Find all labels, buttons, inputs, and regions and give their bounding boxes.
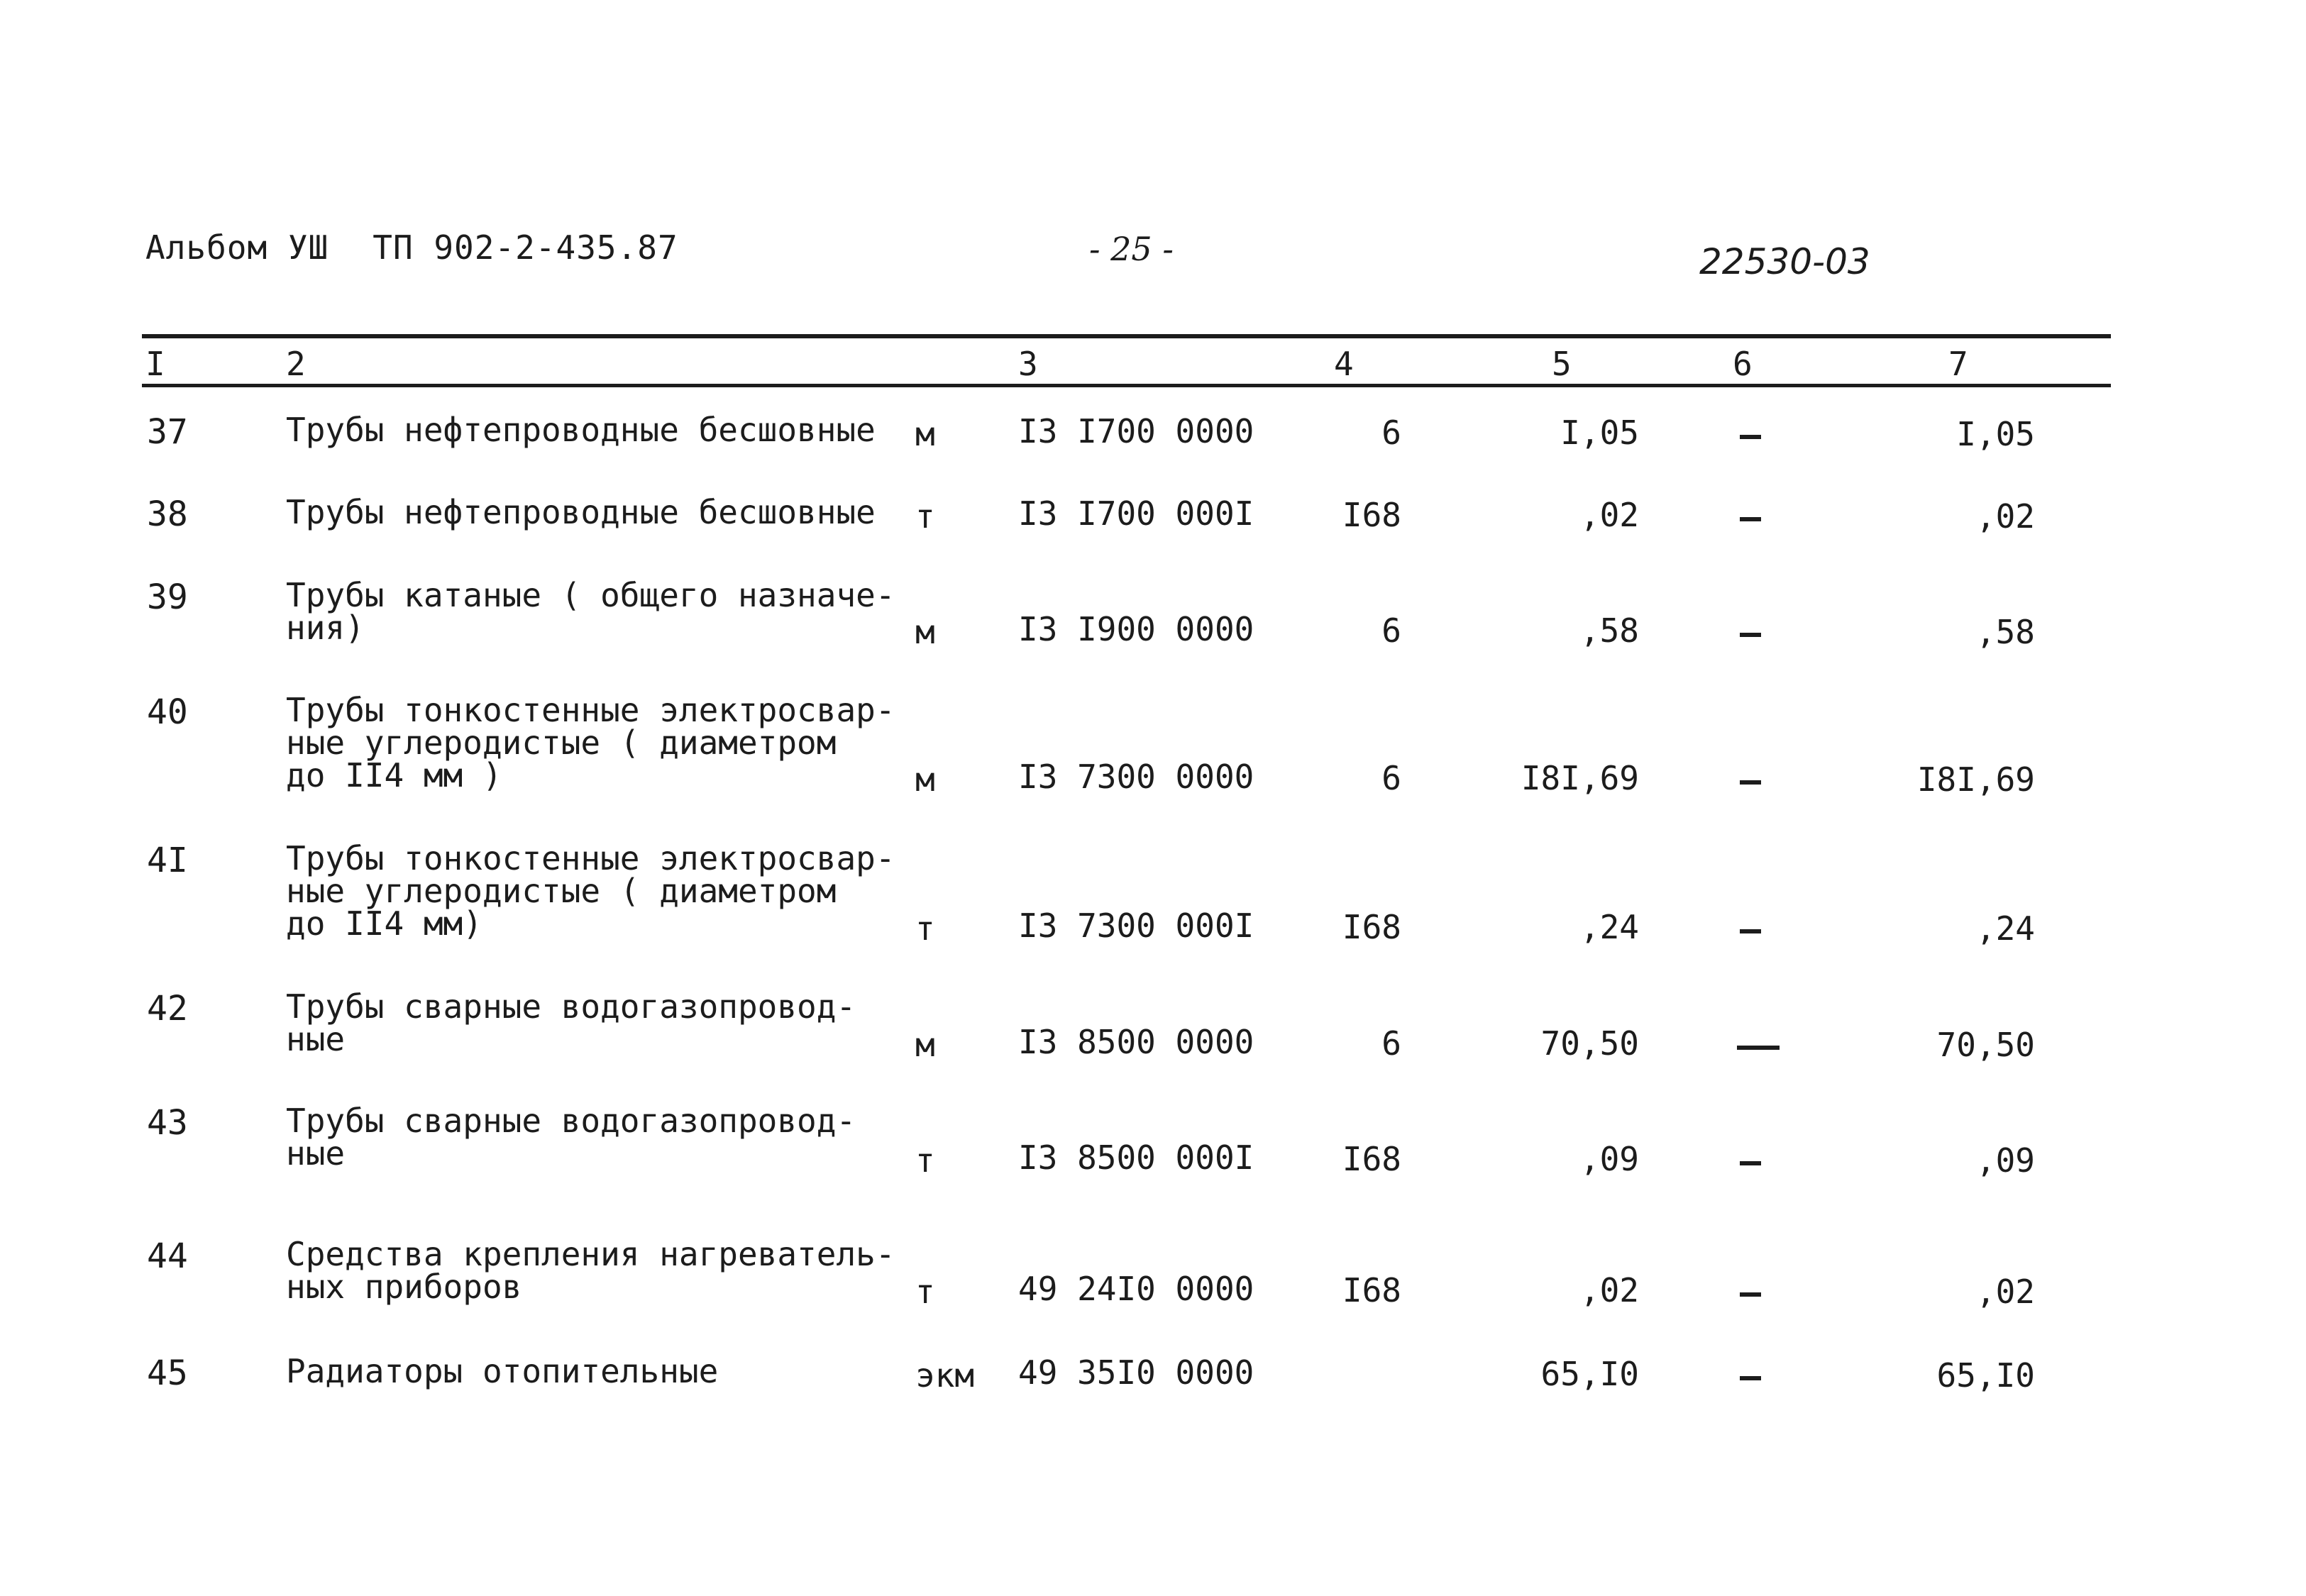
product-code: 49 24I0 0000 xyxy=(1018,1270,1254,1308)
unit-of-measure: экм xyxy=(915,1356,975,1395)
row-number: 44 xyxy=(147,1236,188,1276)
product-code: I3 7300 0000 xyxy=(1018,758,1254,796)
column-4-value: 6 xyxy=(1381,1024,1401,1063)
column-7-value: ,09 xyxy=(1975,1141,2035,1180)
column-4-value: 6 xyxy=(1381,414,1401,452)
table-header-rule xyxy=(142,384,2111,387)
column-7-value: I,05 xyxy=(1956,415,2035,453)
column-5-value: ,02 xyxy=(1579,496,1639,534)
column-7-value: ,02 xyxy=(1975,1273,2035,1311)
row-number: 38 xyxy=(147,494,188,534)
column-header-7: 7 xyxy=(1948,345,1968,383)
row-number: 37 xyxy=(147,412,188,452)
column-6-dash xyxy=(1740,1161,1761,1165)
unit-of-measure: м xyxy=(915,1026,935,1064)
column-6-dash xyxy=(1740,517,1761,521)
column-4-value: I68 xyxy=(1342,1140,1401,1178)
header-left xyxy=(145,228,678,267)
product-code: 49 35I0 0000 xyxy=(1018,1353,1254,1392)
column-5-value: ,24 xyxy=(1579,908,1639,946)
row-number: 45 xyxy=(147,1353,188,1393)
unit-of-measure: т xyxy=(915,1141,935,1180)
item-description: Трубы тонкостенные электросвар- ные углеродистые ( диаметром до II4 мм ) xyxy=(286,691,895,794)
column-header-3: 3 xyxy=(1018,345,1038,383)
item-description: Трубы сварные водогазопровод- ные xyxy=(286,987,856,1058)
unit-of-measure: т xyxy=(915,497,935,536)
row-number: 43 xyxy=(147,1103,188,1143)
product-code: I3 8500 000I xyxy=(1018,1138,1254,1177)
column-5-value: ,09 xyxy=(1579,1140,1639,1178)
column-7-value: 65,I0 xyxy=(1936,1356,2035,1395)
item-description: Трубы нефтепроводные бесшовные xyxy=(286,493,876,531)
item-description: Трубы катаные ( общего назначе- ния) xyxy=(286,576,895,647)
page-number: - 25 - xyxy=(1089,230,1174,268)
column-7-value: ,24 xyxy=(1975,909,2035,948)
column-header-6: 6 xyxy=(1733,345,1753,383)
item-description: Радиаторы отопительные xyxy=(286,1352,719,1390)
column-7-value: ,02 xyxy=(1975,497,2035,536)
column-4-value: I68 xyxy=(1342,1271,1401,1309)
column-5-value: I,05 xyxy=(1560,414,1639,452)
unit-of-measure: м xyxy=(915,613,935,651)
column-header-5: 5 xyxy=(1552,345,1572,383)
album-label: Альбом УШ xyxy=(145,228,329,267)
column-7-value: I8I,69 xyxy=(1916,760,2035,799)
project-code: ТП 902-2-435.87 xyxy=(373,228,678,267)
column-4-value: 6 xyxy=(1381,759,1401,797)
column-5-value: ,58 xyxy=(1579,611,1639,650)
product-code: I3 I700 000I xyxy=(1018,494,1254,533)
column-6-dash xyxy=(1740,435,1761,439)
column-4-value: I68 xyxy=(1342,496,1401,534)
row-number: 39 xyxy=(147,577,188,617)
item-description: Трубы сварные водогазопровод- ные xyxy=(286,1102,856,1173)
document-number: 22530-03 xyxy=(1699,241,1870,282)
unit-of-measure: т xyxy=(915,909,935,948)
column-header-4: 4 xyxy=(1334,345,1354,383)
column-6-dash xyxy=(1740,633,1761,637)
column-6-dash xyxy=(1737,1046,1780,1050)
row-number: 42 xyxy=(147,989,188,1029)
product-code: I3 8500 0000 xyxy=(1018,1023,1254,1061)
item-description: Трубы тонкостенные электросвар- ные углеродистые ( диаметром до II4 мм) xyxy=(286,839,895,943)
product-code: I3 I900 0000 xyxy=(1018,610,1254,648)
item-description: Средства крепления нагреватель- ных приборов xyxy=(286,1235,895,1306)
product-code: I3 7300 000I xyxy=(1018,907,1254,945)
column-header-2: 2 xyxy=(286,345,306,383)
column-4-value: 6 xyxy=(1381,611,1401,650)
column-6-dash xyxy=(1740,1376,1761,1380)
column-header-1: I xyxy=(145,345,165,383)
column-5-value: I8I,69 xyxy=(1521,759,1639,797)
row-number: 4I xyxy=(147,841,188,880)
column-6-dash xyxy=(1740,929,1761,933)
unit-of-measure: м xyxy=(915,760,935,799)
column-7-value: 70,50 xyxy=(1936,1026,2035,1064)
column-6-dash xyxy=(1740,1292,1761,1297)
item-description: Трубы нефтепроводные бесшовные xyxy=(286,411,876,449)
column-6-dash xyxy=(1740,780,1761,785)
unit-of-measure: м xyxy=(915,415,935,453)
product-code: I3 I700 0000 xyxy=(1018,412,1254,450)
table-top-rule xyxy=(142,334,2111,338)
column-4-value: I68 xyxy=(1342,908,1401,946)
column-7-value: ,58 xyxy=(1975,613,2035,651)
column-5-value: 70,50 xyxy=(1540,1024,1639,1063)
row-number: 40 xyxy=(147,692,188,732)
unit-of-measure: т xyxy=(915,1273,935,1311)
column-5-value: 65,I0 xyxy=(1540,1355,1639,1393)
column-5-value: ,02 xyxy=(1579,1271,1639,1309)
